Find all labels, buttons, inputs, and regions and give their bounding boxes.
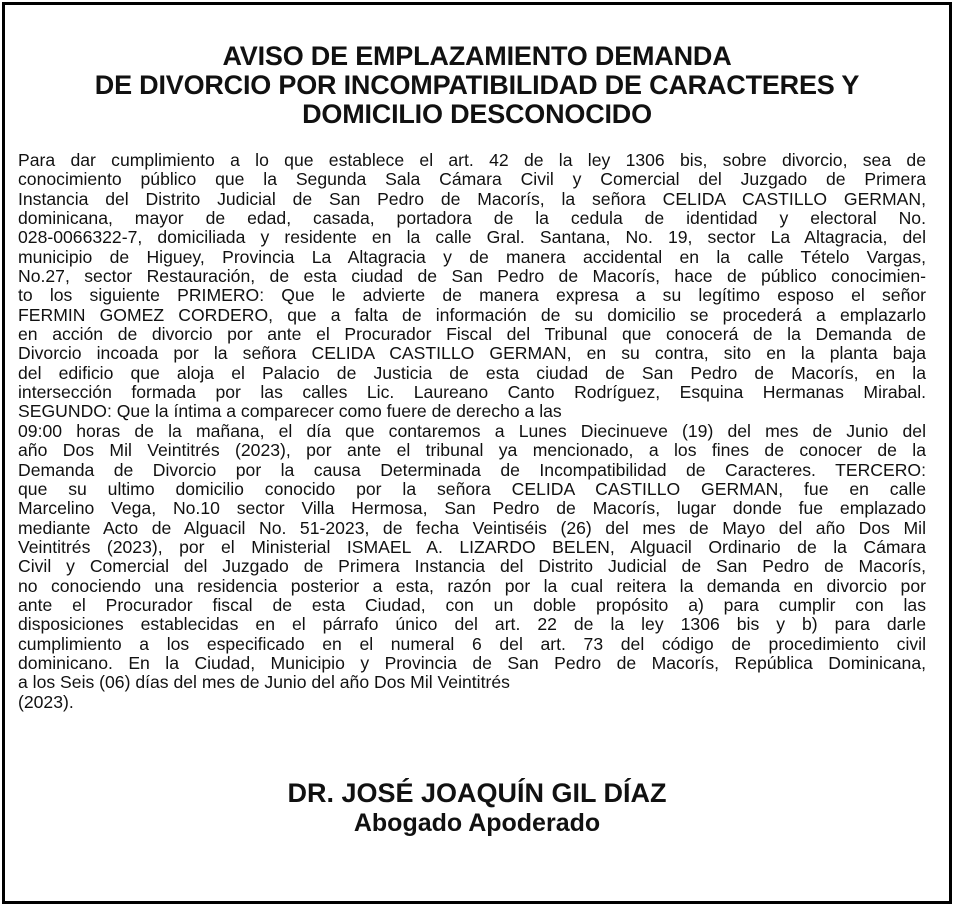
signer-role: Abogado Apoderado [353,809,601,837]
body-line: año Dos Mil Veintitrés (2023), por ante el tribunal ya mencionado, a los fines de conocer de la [18,440,926,461]
notice-title [0,42,954,129]
title-line: AVISO DE EMPLAZAMIENTO DEMANDA [222,41,732,71]
body-line: cumplimiento a los especificado en el numeral 6 del art. 73 del código de procedimiento civil [18,633,926,654]
title-line: DOMICILIO DESCONOCIDO [302,99,652,129]
body-line: Veintitrés (2023), por el Ministerial ISMAEL A. LIZARDO BELEN, Alguacil Ordinario de la Cámara [18,536,926,557]
body-line: 028-0066322-7, domiciliada y residente en la calle Gral. Santana, No. 19, sector La Altagracia, del [18,227,926,248]
body-line: 09:00 horas de la mañana, el día que contaremos a Lunes Diecinueve (19) del mes de Junio del [18,420,926,441]
body-line: Marcelino Vega, No.10 sector Villa Hermosa, San Pedro de Macorís, lugar donde fue emplazado [18,498,926,519]
body-line: Civil y Comercial del Juzgado de Primera Instancia del Distrito Judicial de San Pedro de Macorís, [18,556,926,577]
body-line: intersección formada por las calles Lic. Laureano Canto Rodríguez, Esquina Hermanas Mirabal. [18,382,926,403]
body-line: Para dar cumplimiento a lo que establece el art. 42 de la ley 1306 bis, sobre divorcio, sea de [18,150,926,170]
notice-body [18,151,926,712]
body-line: a los Seis (06) días del mes de Junio del año Dos Mil Veintitrés [18,672,510,693]
body-line: municipio de Higuey, Provincia La Altagracia y de manera accidental en la calle Tételo Vargas, [18,246,926,267]
body-line: Instancia del Distrito Judicial de San Pedro de Macorís, la señora CELIDA CASTILLO GERMAN, [18,188,926,209]
body-line: conocimiento público que la Segunda Sala Cámara Civil y Comercial del Juzgado de Primera [18,169,926,190]
body-line: disposiciones establecidas en el párrafo único del art. 22 de la ley 1306 bis y b) para darle [18,614,926,635]
body-line: Demanda de Divorcio por la causa Determinada de Incompatibilidad de Caracteres. TERCERO: [18,459,926,480]
body-line: del edificio que aloja el Palacio de Justicia de esta ciudad de San Pedro de Macorís, en la [18,362,926,383]
body-line: FERMIN GOMEZ CORDERO, que a falta de información de su domicilio se procederá a emplazarlo [18,304,926,325]
body-line: dominicano. En la Ciudad, Municipio y Provincia de San Pedro de Macorís, República Dominicana, [18,652,926,673]
body-line: Divorcio incoada por la señora CELIDA CASTILLO GERMAN, en su contra, sito en la planta baja [18,343,926,364]
signature-block [0,778,954,838]
body-line: SEGUNDO: Que la íntima a comparecer como fuere de derecho a las [18,401,562,422]
body-line: to los siguiente PRIMERO: Que le advierte de manera expresa a su legítimo esposo el señor [18,285,926,306]
body-line: mediante Acto de Alguacil No. 51-2023, de fecha Veintiséis (26) del mes de Mayo del año Dos Mil [18,517,926,538]
body-line: (2023). [18,691,74,712]
title-line: DE DIVORCIO POR INCOMPATIBILIDAD DE CARACTERES Y [94,70,860,100]
body-line: en acción de divorcio por ante el Procurador Fiscal del Tribunal que conocerá de la Demanda de [18,324,926,345]
body-line: ante el Procurador fiscal de esta Ciudad, con un doble propósito a) para cumplir con las [18,594,926,615]
body-line: dominicana, mayor de edad, casada, portadora de la cedula de identidad y electoral No. [18,208,926,229]
signer-name: DR. JOSÉ JOAQUÍN GIL DÍAZ [287,778,667,808]
body-line: No.27, sector Restauración, de esta ciudad de San Pedro de Macorís, hace de público conocimien- [18,266,926,287]
body-line: que su ultimo domicilio conocido por la señora CELIDA CASTILLO GERMAN, fue en calle [18,478,926,499]
body-line: no conociendo una residencia posterior a esta, razón por la cual reitera la demanda en divorcio por [18,575,926,596]
